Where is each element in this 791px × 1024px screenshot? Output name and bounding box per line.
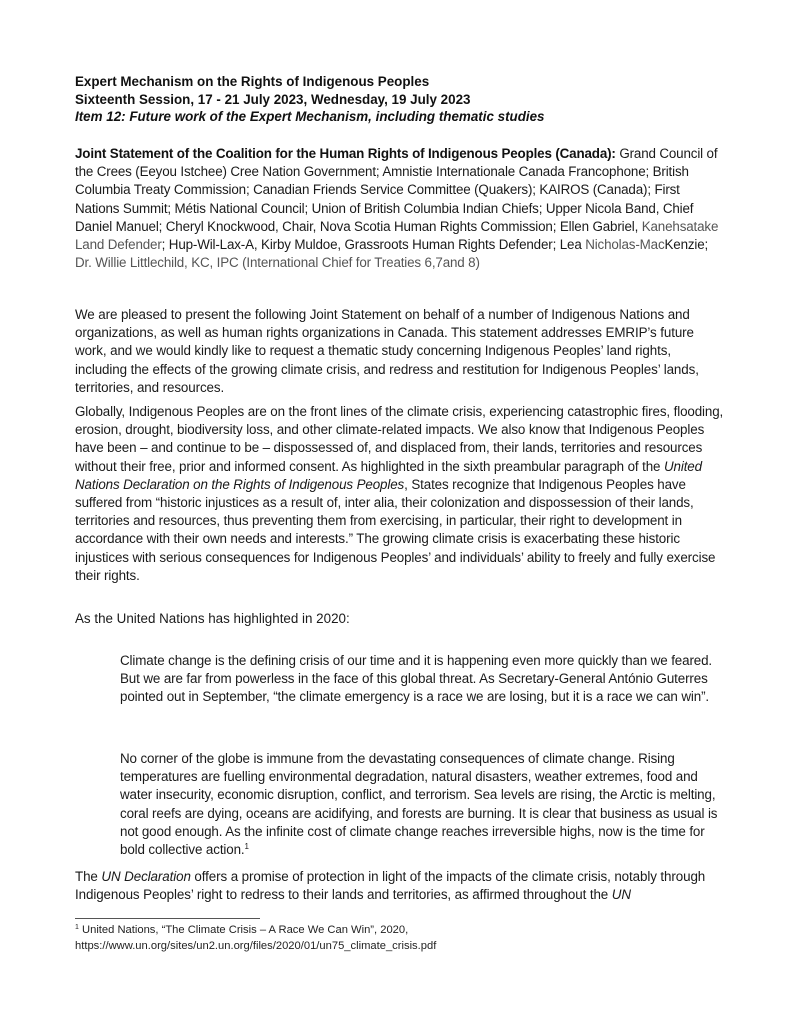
- footnote-reference[interactable]: 1: [244, 842, 249, 852]
- text-run: , States recognize that Indigenous Peoples have suffered from “historic injustices as a result of, inter alia, their colonization and dispossession of their lands, territories and resources, thus preventing them from exercising, in particular, their right to development in accordance with their own needs and interests.” The growing climate crisis is exacerbating these historic injustices with serious consequences for Indigenous Peoples’ and individuals’ ability to freely and fully exercise their rights.: [75, 476, 716, 583]
- text-run: The: [75, 869, 102, 884]
- coalition-paragraph: [75, 145, 725, 272]
- paragraph-text: As the United Nations has highlighted in 2020:: [75, 611, 350, 626]
- paragraph-globally: [75, 403, 725, 585]
- footnote: [75, 923, 725, 954]
- header-title: Expert Mechanism on the Rights of Indigenous Peoples: [75, 74, 430, 89]
- coalition-members: Grand Council of the Crees (Eeyou Istchee) Cree Nation Government; Amnistie Internationale Canada Francophone; British Columbia Treaty Commission; Canadian Friends Service Committee (Quakers); KAIROS (Canada); First Nations Summit; Métis National Council; Union of British Columbia Indian Chiefs; Upper Nicola Band, Chief Daniel Manuel; Cheryl Knockwood, Chair, Nova Scotia Human Rights Commission; Ellen Gabriel,: [75, 146, 718, 234]
- footnote-line: [75, 923, 725, 939]
- paragraph-un-highlight: [75, 610, 725, 628]
- footnote-number: 1: [75, 924, 79, 931]
- block-quote-2: [120, 750, 720, 859]
- text-run: offers a promise of protection in light of the impacts of the climate crisis, notably through Indigenous Peoples’ right to redress to their lands and territories, as affirmed throughout the: [75, 869, 706, 903]
- undrip-title: United Nations Declaration on the Rights of Indigenous Peoples: [75, 458, 702, 492]
- footnote-url[interactable]: https://www.un.org/sites/un2.un.org/files/2020/01/un75_climate_crisis.pdf: [75, 939, 437, 952]
- header-session: Sixteenth Session, 17 - 21 July 2023, Wednesday, 19 July 2023: [75, 91, 471, 107]
- text-run: Globally, Indigenous Peoples are on the front lines of the climate crisis, experiencing catastrophic fires, flooding, erosion, drought, biodiversity loss, and other climate-related impacts. We also know that Indigenous Peoples have been – and continue to be – dispossessed of, and displaced from, their lands, territories and resources without their free, prior and informed consent. As highlighted in the sixth preambular paragraph of the: [75, 404, 724, 474]
- document-header: [75, 73, 735, 126]
- quote-text: Climate change is the defining crisis of our time and it is happening even more quickly than we feared. But we are far from powerless in the face of this global threat. As Secretary-General António Guterres pointed out in September, “the climate emergency is a race we are losing, but it is a race we can win”.: [120, 653, 713, 705]
- coalition-member-grey: Kanehsatake Land Defender: [75, 218, 719, 253]
- paragraph-text: We are pleased to present the following Joint Statement on behalf of a number of Indigenous Nations and organizations, as well as human rights organizations in Canada. This statement addresses EMRIP’s future work, and we would kindly like to request a thematic study concerning Indigenous Peoples’ land rights, including the effects of the growing climate crisis, and redress and restitution for Indigenous Peoples’ lands, territories, and resources.: [75, 307, 699, 395]
- block-quote-1: [120, 652, 720, 707]
- footnote-separator: [75, 918, 260, 919]
- coalition-members: Kenzie;: [664, 237, 709, 253]
- coalition-member-grey: Nicholas-Mac: [585, 237, 665, 253]
- quote-text: [120, 750, 720, 859]
- footnote-text: United Nations, “The Climate Crisis – A Race We Can Win”, 2020,: [78, 924, 409, 936]
- text-run: No corner of the globe is immune from the devastating consequences of climate change. Rising temperatures are fuelling environmental degradation, natural disasters, weather extremes, food and water insecurity, economic disruption, conflict, and terrorism. Sea levels are rising, the Arctic is melting, coral reefs are dying, oceans are acidifying, and forests are burning. It is clear that business as usual is not good enough. As the infinite cost of climate change reaches irreversible highs, now is the time for bold collective action.: [120, 751, 718, 858]
- coalition-members: ; Hup-Wil-Lax-A, Kirby Muldoe, Grassroots Human Rights Defender; Lea: [161, 237, 586, 253]
- coalition-statement: [75, 145, 725, 272]
- italic-term: UN: [611, 887, 631, 903]
- italic-term: UN Declaration: [101, 869, 191, 884]
- coalition-member-grey: Dr. Willie Littlechild, KC, IPC (International Chief for Treaties 6,7and 8): [75, 255, 480, 271]
- paragraph-intro: [75, 306, 725, 397]
- paragraph-text: [75, 403, 725, 585]
- coalition-lead: Joint Statement of the Coalition for the Human Rights of Indigenous Peoples (Canada):: [75, 146, 616, 161]
- header-agenda-item: Item 12: Future work of the Expert Mechanism, including thematic studies: [75, 109, 545, 124]
- paragraph-un-declaration: [75, 868, 725, 904]
- paragraph-text: [75, 868, 725, 904]
